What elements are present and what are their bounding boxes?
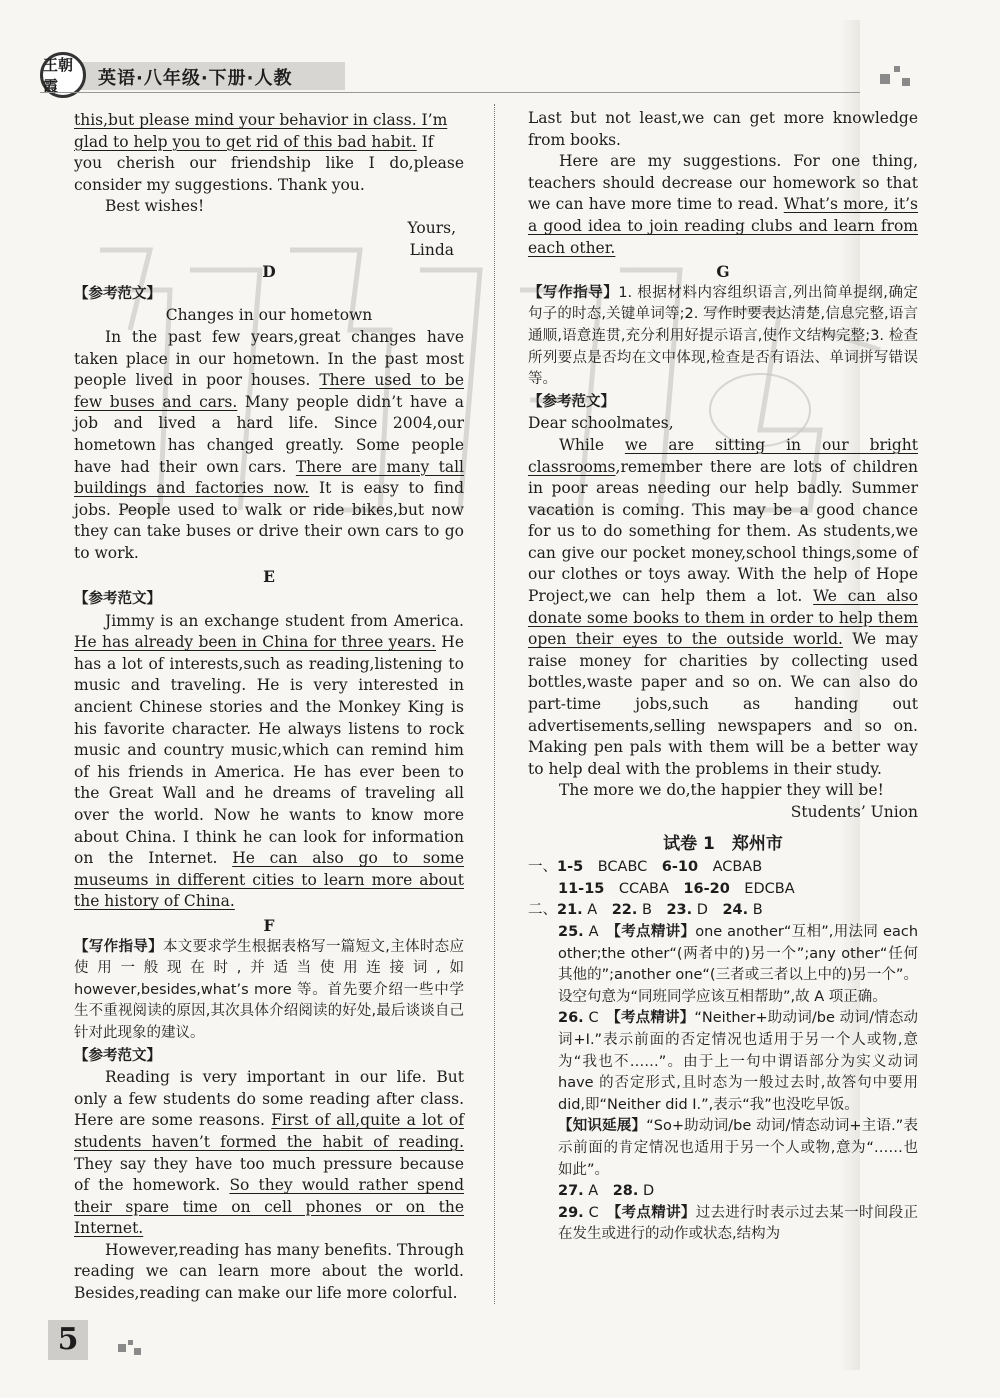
answers-27-28: 27. A 28. D <box>558 1183 655 1200</box>
column-divider <box>494 104 495 1304</box>
answers-section1-row2: 11-15 CCABA 16-20 EDCBA <box>558 880 795 897</box>
f-essay-para3: Here are my suggestions. For one thing, teachers should decrease our homework so that we can have more time to read. What’s more, it’s a good idea to join reading clubs and learn from each other. <box>528 152 919 257</box>
g-signature: Students’ Union <box>790 803 918 821</box>
f-essay-para2-tail: Last but not least,we can get more knowledge from books. <box>528 109 918 149</box>
d-model-tag: 【参考范文】 <box>74 285 161 302</box>
g-model-tag: 【参考范文】 <box>528 393 615 410</box>
g-greeting: Dear schoolmates, <box>528 414 674 433</box>
sign-name: Linda <box>409 240 454 259</box>
f-model-tag: 【参考范文】 <box>74 1047 161 1064</box>
answer-26: 26. C 【考点精讲】“Neither+助动词/be 动词/情态动词+I.”表示前面的否定情况也适用于另一个人或物,意为“我也不……”。由于上一句中谓语部分为实义动词 have 的否定形式,且时态为一般过去时,故答句中要用 did,即“Neither did I.”,表示“我”也没吃早饭。 <box>558 1010 919 1113</box>
answer-29: 29. C 【考点精讲】过去进行时表示过去某一时间段正在发生或进行的动作或状态,结构为 <box>558 1204 919 1243</box>
test-paper-title: 试卷 1 郑州市 <box>663 833 783 854</box>
header-rule <box>40 92 860 93</box>
page-number: 5 <box>48 1320 88 1360</box>
d-essay-body: In the past few years,great changes have taken place in our hometown. In the past most people lived in poor houses. There used to be few buses and cars. Many people didn’t have a job and lived a hard life. Since 2004,our hometown has changed greatly. Some people have had their own cars. There are many tall buildings and factories now. It is easy to find jobs. People used to walk or ride bikes,but now they can take buses or drive their own cars to go to work. <box>74 327 464 562</box>
section-letter-g: G <box>716 262 730 282</box>
c-tail-rest: you cherish our friendship like I do,please consider my suggestions. Thank you. <box>74 154 464 194</box>
c-tail-line2: glad to help you to get rid of this bad habit. If <box>74 132 434 151</box>
e-model-tag: 【参考范文】 <box>74 591 161 608</box>
g-essay-body: While we are sitting in our bright classrooms,remember there are lots of children in poor areas needing our help badly. Summer vacation is coming. This may be a good chance for us to do something for them. As students,we can give our pocket money,school things,some of our clothes or toys away. With the help of Hope Project,we can help them a lot. We can also donate some books to them in order to help them open their eyes to the outside world. We may raise money for charities by collecting used bottles,waste paper and so on. We can also do part-time jobs,such as handing out advertisements,selling newspapers and so on. Making pen pals with them will be a better way to help deal with the problems in their study. <box>528 435 919 778</box>
publisher-logo: 王朝霞 <box>40 52 86 98</box>
g-writing-guide: 【写作指导】1. 根据材料内容组织语言,列出简单提纲,确定句子的时态,关键单词等;2. 写作时要表达清楚,信息完整,语言通顺,语意连贯,充分利用好提示语言,使作文结构完整;3. 检查所列要点是否均在文中体现,检查是否有语法、单词拼写错误等。 <box>528 284 918 388</box>
e-essay-body: Jimmy is an exchange student from America. He has already been in China for three years. He has a lot of interests,such as reading,listening to music and traveling. He is very interested in ancient Chinese stories and the Monkey King is his favorite character. He always listens to rock music and country music,which can remind him of his friends in America. He has ever been to the Great Wall and he dreams of traveling all over the world. Now he wants to know more about China. I think he can look for information on the Internet. He can also go to some museums in different cities to learn more about the history of China. <box>74 611 464 911</box>
d-essay-title: Changes in our hometown <box>165 306 373 325</box>
sign-yours: Yours, <box>407 218 456 237</box>
section-letter-d: D <box>262 262 276 282</box>
right-column <box>528 108 918 1246</box>
section-letter-f: F <box>263 915 275 935</box>
answers-section1-row1: 一、1-5 BCABC 6-10 ACBAB <box>528 859 763 876</box>
f-essay-para2: However,reading has many benefits. Through reading we can learn more about the world. Besides,reading can make our life more colorful. <box>74 1240 464 1303</box>
knowledge-extension: 【知识延展】“So+助动词/be 动词/情态动词+主语.”表示前面的肯定情况也适用于另一个人或物,意为“……也如此”。 <box>558 1118 919 1178</box>
c-tail-line1: this,but please mind your behavior in class. I’m <box>74 111 448 129</box>
f-essay-para1: Reading is very important in our life. But only a few students do some reading after class. Here are some reasons. First of all,quite a lot of students haven’t formed the habit of reading. They say they have too much pressure because of the homework. So they would rather spend their spare time on cell phones or on the Internet. <box>74 1068 464 1238</box>
book-title: 英语·八年级·下册·人教 <box>98 68 293 89</box>
best-wishes: Best wishes! <box>105 197 205 216</box>
answer-25: 25. A 【考点精讲】one another“互相”,用法同 each other;the other“(两者中的)另一个”;any other“任何其他的”;another one“(三者或三者以上中的)另一个”。设空句意为“同班同学应该互相帮助”,故 A 项正确。 <box>558 923 919 1005</box>
left-column <box>74 110 464 1305</box>
answers-section2-row1: 二、21. A 22. B 23. D 24. B <box>528 902 763 919</box>
section-letter-e: E <box>263 567 275 587</box>
g-essay-end: The more we do,the happier they will be! <box>559 781 884 800</box>
f-writing-guide: 【写作指导】本文要求学生根据表格写一篇短文,主体时态应使用一般现在时,并适当使用连接词,如 however,besides,what’s more 等。首先要介绍一些中学生不重视阅读的原因,其次具体介绍阅读的好处,最后谈谈自己针对此现象的建议。 <box>74 938 464 1041</box>
